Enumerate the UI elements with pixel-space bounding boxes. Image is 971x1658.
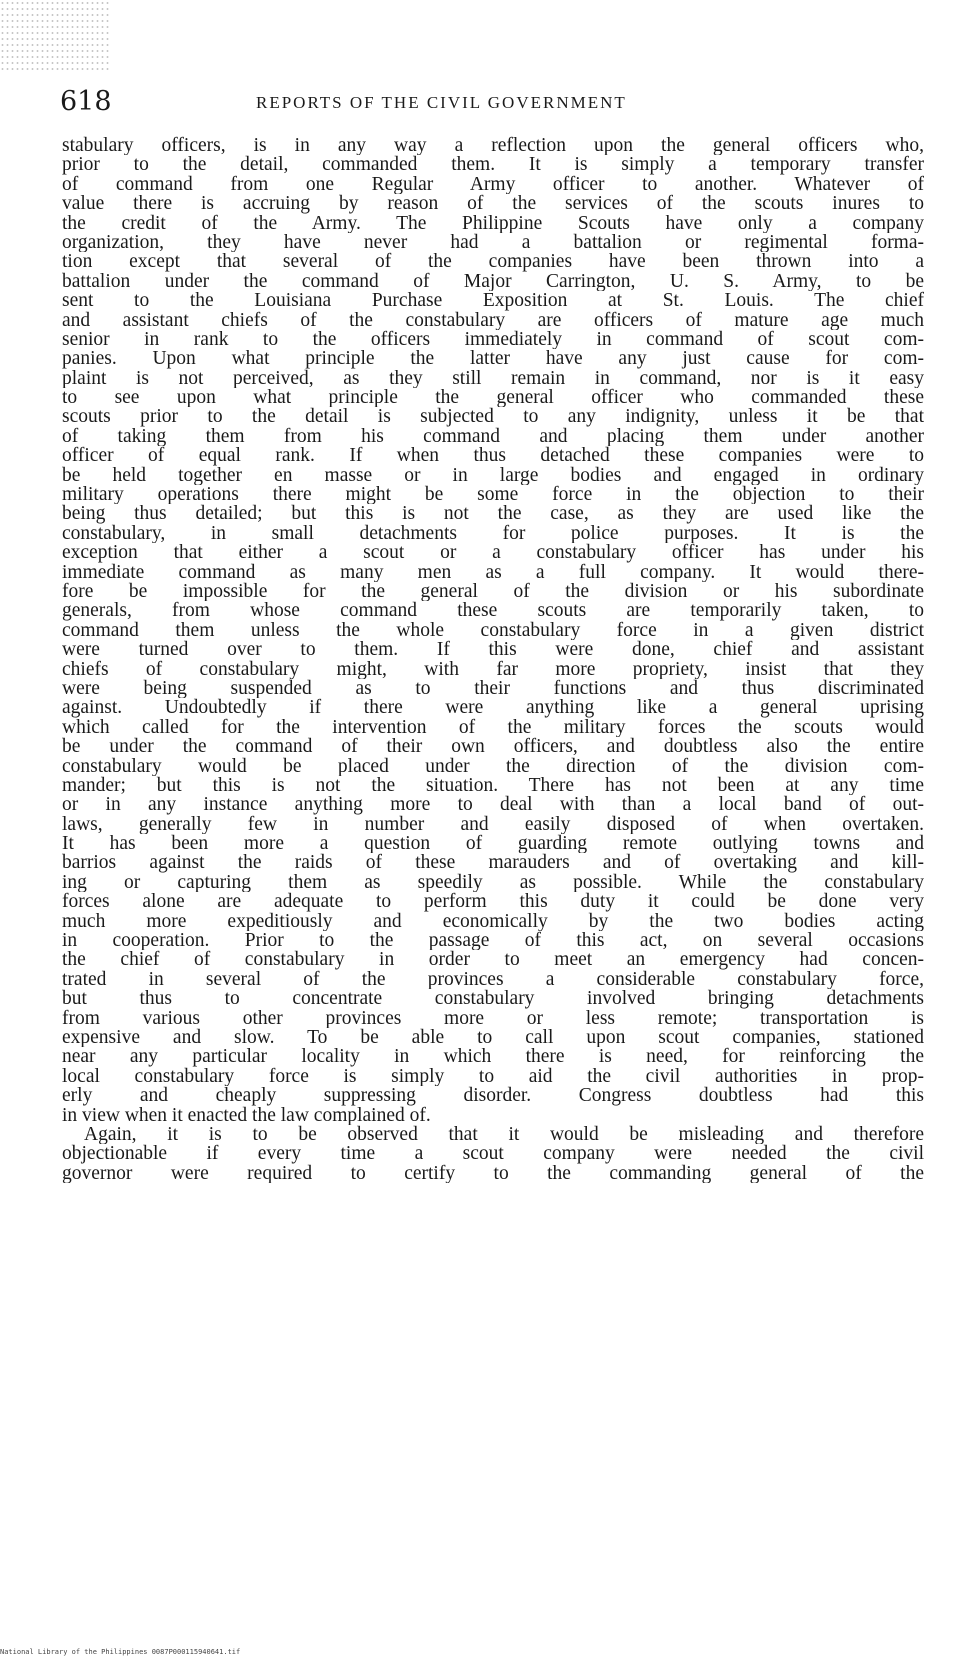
text-line: value there is accruing by reason of the services of the scouts inures to — [62, 194, 924, 214]
text-line: trated in several of the provinces a considerable constabulary force, — [62, 969, 924, 990]
text-line: be under the command of their own officers, and doubtless also the entire — [62, 737, 924, 757]
text-line: scouts prior to the detail is subjected to any indignity, unless it be that — [62, 407, 924, 427]
text-line: which called for the intervention of the military forces the scouts would — [62, 717, 924, 738]
scan-speckle — [0, 0, 110, 70]
text-line: against. Undoubtedly if there were anything like a general uprising — [62, 698, 924, 718]
text-line: exception that either a scout or a constabulary officer has under his — [62, 543, 924, 563]
text-line: military operations there might be some force in the objection to their — [62, 485, 924, 505]
text-line: forces alone are adequate to perform this duty it could be done very — [62, 892, 924, 912]
text-line: be held together en masse or in large bodies and engaged in ordinary — [62, 465, 924, 486]
text-line: mander; but this is not the situation. There has not been at any time — [62, 775, 924, 796]
text-line: to see upon what principle the general officer who commanded these — [62, 388, 924, 408]
text-line: barrios against the raids of these marauders and of overtaking and kill- — [62, 853, 924, 873]
text-line: constabulary, in small detachments for police purposes. It is the — [62, 523, 924, 544]
text-line: erly and cheaply suppressing disorder. Congress doubtless had this — [62, 1086, 924, 1106]
text-line: immediate command as many men as a full company. It would there- — [62, 562, 924, 582]
text-line: local constabulary force is simply to aid the civil authorities in prop- — [62, 1066, 924, 1087]
text-line: expensive and slow. To be able to call upon scout companies, stationed — [62, 1027, 924, 1048]
text-line: organization, they have never had a battalion or regimental forma- — [62, 232, 924, 253]
text-line: being thus detailed; but this is not the case, as they are used like the — [62, 504, 924, 524]
text-line: much more expeditiously and economically by the two bodies acting — [62, 911, 924, 932]
body-text — [62, 136, 924, 1183]
text-line: from various other provinces more or less remote; transportation is — [62, 1008, 924, 1028]
text-line: generals, from whose command these scouts are temporarily taken, to — [62, 601, 924, 621]
text-line: and assistant chiefs of the constabulary are officers of mature age much — [62, 310, 924, 330]
text-line: or in any instance anything more to deal with than a local band of out- — [62, 795, 924, 815]
text-line: governor were required to certify to the commanding general of the — [62, 1163, 924, 1184]
text-line: were turned over to them. If this were done, chief and assistant — [62, 640, 924, 660]
text-line: of taking them from his command and placing them under another — [62, 426, 924, 447]
text-line: near any particular locality in which there is need, for reinforcing the — [62, 1047, 924, 1067]
text-line: but thus to concentrate constabulary involved bringing detachments — [62, 989, 924, 1009]
paragraph-2 — [62, 1125, 924, 1183]
paragraph-1 — [62, 136, 924, 1125]
text-line: tion except that several of the companies have been thrown into a — [62, 252, 924, 272]
text-line: in cooperation. Prior to the passage of this act, on several occasions — [62, 931, 924, 951]
text-line: in view when it enacted the law complained of. — [62, 1105, 431, 1125]
text-line: prior to the detail, commanded them. It is simply a temporary transfer — [62, 155, 924, 175]
page-number: 618 — [60, 86, 112, 117]
text-line: objectionable if every time a scout company were needed the civil — [62, 1144, 924, 1164]
text-line: senior in rank to the officers immediately in command of scout com- — [62, 329, 924, 350]
text-line: battalion under the command of Major Carrington, U. S. Army, to be — [62, 271, 924, 292]
page-header — [60, 86, 920, 126]
text-line: fore be impossible for the general of the division or his subordinate — [62, 581, 924, 602]
text-line: the credit of the Army. The Philippine Scouts have only a company — [62, 213, 924, 233]
scan-source-footer: National Library of the Philippines 0087P0001159406​41.tif — [0, 1648, 241, 1656]
text-line: constabulary would be placed under the direction of the division com- — [62, 756, 924, 776]
text-line: command them unless the whole constabulary force in a given district — [62, 620, 924, 641]
text-line: laws, generally few in number and easily disposed of when overtaken. — [62, 814, 924, 835]
text-line: chiefs of constabulary might, with far more propriety, insist that they — [62, 659, 924, 679]
text-line: Again, it is to be observed that it would be misleading and therefore — [84, 1124, 924, 1145]
text-line: were being suspended as to their functions and thus discriminated — [62, 678, 924, 699]
text-line: ing or capturing them as speedily as possible. While the constabulary — [62, 872, 924, 893]
text-line: sent to the Louisiana Purchase Exposition at St. Louis. The chief — [62, 291, 924, 311]
text-line: stabulary officers, is in any way a reflection upon the general officers who, — [62, 136, 924, 156]
text-line: plaint is not perceived, as they still remain in command, nor is it easy — [62, 368, 924, 389]
running-head: REPORTS OF THE CIVIL GOVERNMENT — [256, 93, 627, 112]
text-line: of command from one Regular Army officer to another. Whatever of — [62, 174, 924, 195]
text-line: It has been more a question of guarding remote outlying towns and — [62, 834, 924, 854]
text-line: officer of equal rank. If when thus detached these companies were to — [62, 446, 924, 466]
text-line: panies. Upon what principle the latter have any just cause for com- — [62, 349, 924, 369]
text-line: the chief of constabulary in order to meet an emergency had concen- — [62, 950, 924, 970]
